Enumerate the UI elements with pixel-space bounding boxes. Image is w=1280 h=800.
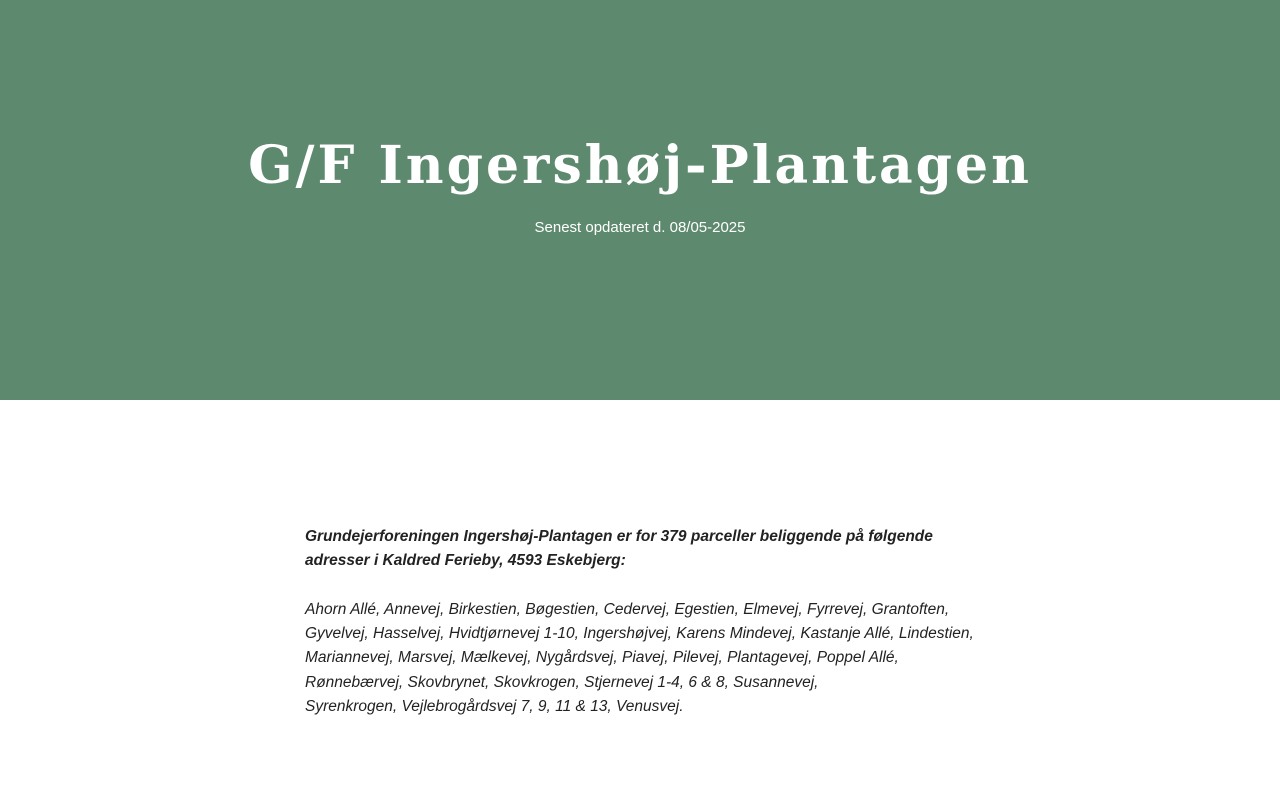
page-title: G/F Ingershøj-Plantagen xyxy=(248,135,1032,196)
address-line: Rønnebærvej, Skovbrynet, Skovkrogen, Stjernevej 1-4, 6 & 8, Susannevej, xyxy=(305,673,819,691)
intro-paragraph: Grundejerforeningen Ingershøj-Plantagen er for 379 parceller beliggende på følgende adresser i Kaldred Ferieby, 4593 Eskebjerg: xyxy=(305,528,933,570)
main-content xyxy=(305,525,975,719)
address-list xyxy=(305,598,975,719)
address-line: Mariannevej, Marsvej, Mælkevej, Nygårdsvej, Piavej, Pilevej, Plantagevej, Poppel Allé, xyxy=(305,649,899,667)
address-line: Gyvelvej, Hasselvej, Hvidtjørnevej 1-10, Ingershøjvej, Karens Mindevej, Kastanje Allé, Lindestien, xyxy=(305,625,974,643)
address-line: Ahorn Allé, Annevej, Birkestien, Bøgestien, Cedervej, Egestien, Elmevej, Fyrrevej, Grantoften, xyxy=(305,600,950,618)
last-updated-text: Senest opdateret d. 08/05-2025 xyxy=(534,219,746,236)
address-line: Syrenkrogen, Vejlebrogårdsvej 7, 9, 11 & 13, Venusvej. xyxy=(305,697,684,715)
